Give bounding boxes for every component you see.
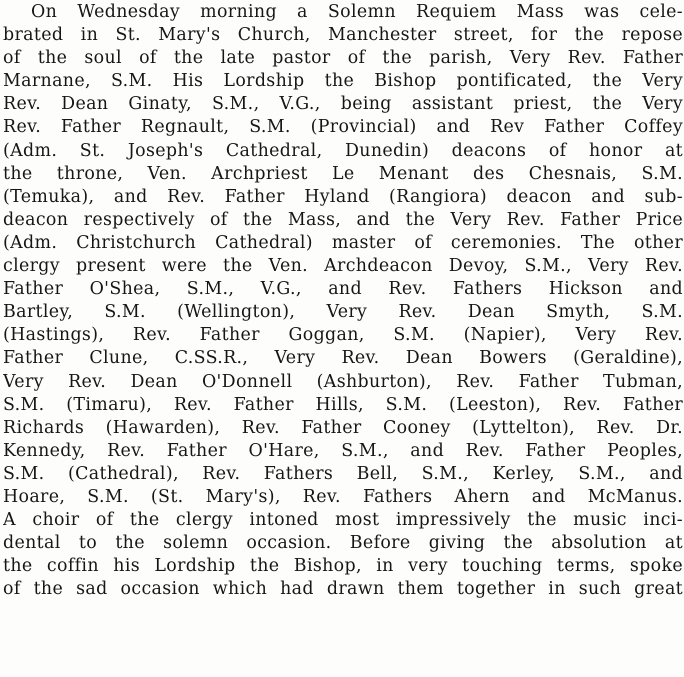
text-line: Rev. Father Regnault, S.M. (Provincial) and Rev Father Coffey	[3, 117, 683, 138]
text-line: deacon respectively of the Mass, and the Very Rev. Father Price	[3, 209, 683, 230]
text-line: S.M. (Cathedral), Rev. Fathers Bell, S.M., Kerley, S.M., and	[3, 463, 683, 484]
text-line: Rev. Dean Ginaty, S.M., V.G., being assistant priest, the Very	[3, 94, 683, 115]
text-line: Very Rev. Dean O'Donnell (Ashburton), Rev. Father Tubman,	[3, 371, 683, 392]
article-text	[3, 1, 683, 601]
text-line: clergy present were the Ven. Archdeacon Devoy, S.M., Very Rev.	[3, 256, 683, 277]
text-line: (Adm. Christchurch Cathedral) master of ceremonies. The other	[3, 232, 683, 253]
text-line: Richards (Hawarden), Rev. Father Cooney (Lyttelton), Rev. Dr.	[3, 417, 683, 438]
text-line: Father O'Shea, S.M., V.G., and Rev. Fathers Hickson and	[3, 279, 683, 300]
text-line: the coffin his Lordship the Bishop, in very touching terms, spoke	[3, 556, 683, 577]
text-line: the throne, Ven. Archpriest Le Menant des Chesnais, S.M.	[3, 163, 683, 184]
text-line: On Wednesday morning a Solemn Requiem Mass was cele-	[31, 2, 683, 22]
text-line: Marnane, S.M. His Lordship the Bishop pontificated, the Very	[3, 71, 683, 92]
text-line: Kennedy, Rev. Father O'Hare, S.M., and Rev. Father Peoples,	[3, 440, 683, 461]
text-line: of the soul of the late pastor of the parish, Very Rev. Father	[3, 48, 683, 69]
text-line: S.M. (Timaru), Rev. Father Hills, S.M. (Leeston), Rev. Father	[3, 394, 683, 415]
text-line: (Hastings), Rev. Father Goggan, S.M. (Napier), Very Rev.	[3, 325, 683, 346]
text-line: A choir of the clergy intoned most impressively the music inci-	[3, 510, 683, 531]
text-line: Hoare, S.M. (St. Mary's), Rev. Fathers Ahern and McManus.	[3, 486, 683, 507]
text-line: Bartley, S.M. (Wellington), Very Rev. Dean Smyth, S.M.	[3, 302, 683, 323]
text-line: of the sad occasion which had drawn them together in such great	[3, 579, 683, 600]
text-line: (Adm. St. Joseph's Cathedral, Dunedin) deacons of honor at	[3, 140, 683, 161]
text-line: brated in St. Mary's Church, Manchester street, for the repose	[3, 25, 683, 46]
text-line: (Temuka), and Rev. Father Hyland (Rangiora) deacon and sub-	[3, 186, 683, 207]
text-line: dental to the solemn occasion. Before giving the absolution at	[3, 533, 683, 554]
text-line: Father Clune, C.SS.R., Very Rev. Dean Bowers (Geraldine),	[3, 348, 683, 369]
